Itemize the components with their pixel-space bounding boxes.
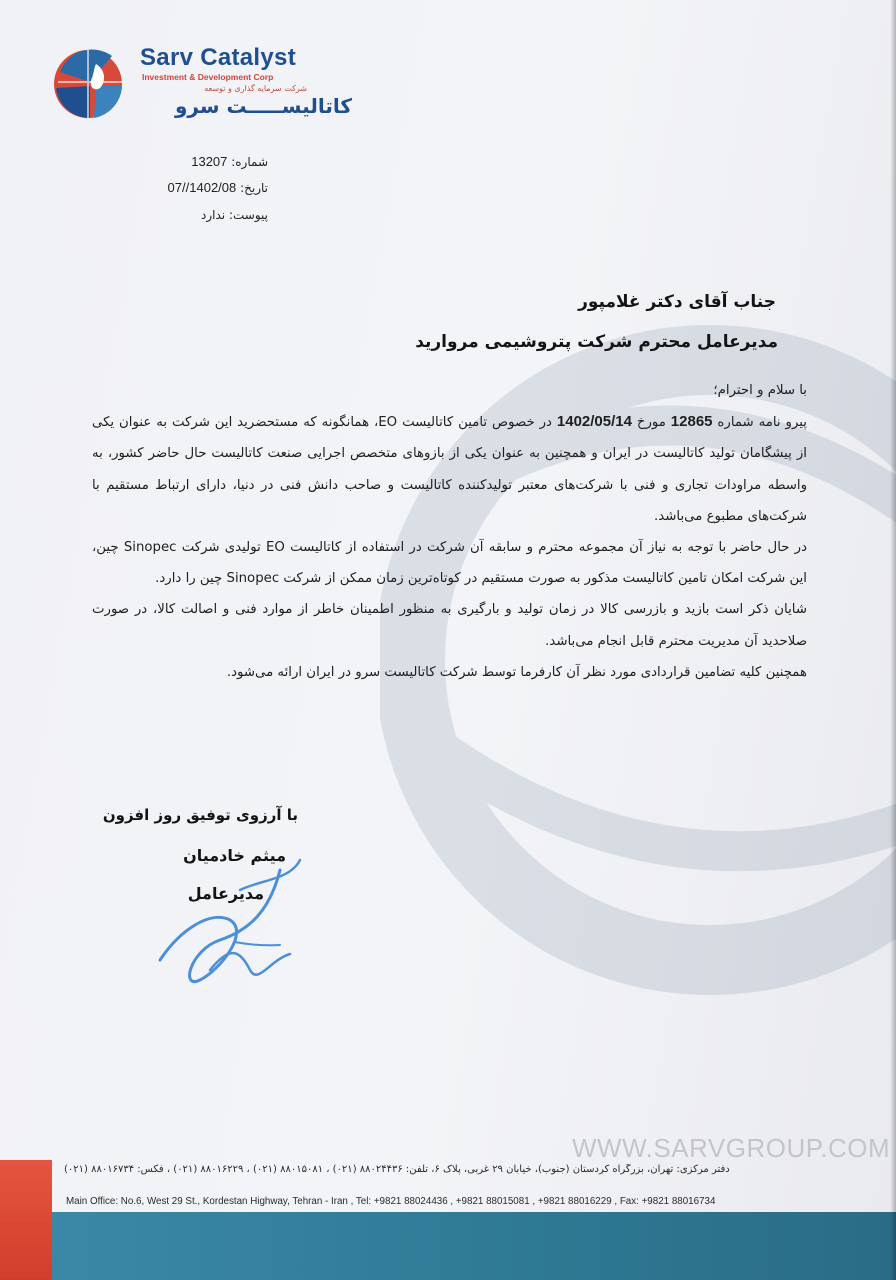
closing-wish: با آرزوی توفیق روز افزون bbox=[102, 806, 298, 824]
paragraph-4: همچنین کلیه تضامین قراردادی مورد نظر آن کارفرما توسط شرکت کاتالیست سرو در ایران ارائه می‌شود. bbox=[226, 664, 807, 680]
footer-teal-bar bbox=[52, 1212, 896, 1280]
addressee-title: مدیرعامل محترم شرکت پتروشیمی مروارید bbox=[415, 332, 778, 352]
letter-attachment-label: پیوست: bbox=[228, 208, 268, 222]
paragraph-1 bbox=[92, 406, 807, 532]
letter-number-label: شماره: bbox=[231, 155, 268, 169]
greeting: با سلام و احترام؛ bbox=[713, 383, 807, 398]
website-url: WWW.SARVGROUP.COM bbox=[572, 1133, 891, 1163]
letter-date-label: تاریخ: bbox=[240, 181, 268, 195]
company-logo bbox=[50, 42, 352, 122]
paragraph-2: در حال حاضر با توجه به نیاز آن مجموعه محترم و سابقه آن شرکت در استفاده از کاتالیست EO تولیدی شرکت Sinopec چین، این شرکت امکان تامین کاتالیست مذکور به صورت مستقیم در کوتاه‌ترین زمان ممکن از شرکت Sinopec چین را دارد. bbox=[92, 540, 808, 587]
letter-body bbox=[92, 375, 807, 688]
sarv-globe-logo-icon bbox=[50, 42, 130, 122]
addressee-name: جناب آقای دکتر غلامپور bbox=[578, 292, 776, 312]
paragraph-1-text-a: پیرو نامه شماره bbox=[712, 415, 807, 431]
signatory-title: مدیرعامل bbox=[187, 884, 264, 903]
reference-letter-number: 12865 bbox=[670, 413, 713, 431]
page-edge-shadow bbox=[890, 0, 896, 1280]
footer-red-bar bbox=[0, 1160, 52, 1280]
company-subtitle-fa: شرکت سرمایه گذاری و توسعه bbox=[204, 84, 307, 93]
letter-attachment-value: ندارد bbox=[201, 208, 226, 222]
letter-attachment bbox=[201, 208, 268, 222]
handwritten-signature-icon bbox=[140, 850, 310, 1000]
company-name-fa: کاتالیســـــت سرو bbox=[174, 94, 352, 118]
letter-number bbox=[191, 154, 268, 169]
paragraph-1-text-c: در خصوص تامین کاتالیست EO، همانگونه که مستحضرید این شرکت به عنوان یکی از پیشگامان تولید کاتالیست در ایران و همچنین به عنوان یکی از بازوهای متخصص اجرایی صنعت کاتالیست حال حاضر کشور، به واسطه مراودات تجاری و فنی با شرکت‌های معتبر تولیدکننده کاتالیست و صاحب دانش فنی در دنیا، دارای ارتباط مستقیم با شرکت‌های مطبوع می‌باشد. bbox=[92, 415, 807, 524]
company-name-en: Sarv Catalyst bbox=[140, 44, 296, 71]
letter-date-value: 1402/08//07 bbox=[167, 180, 237, 195]
paragraph-3: شایان ذکر است بازید و بازرسی کالا در زمان تولید و بارگیری به منظور اطمینان خاطر از موارد فنی و اصالت کالا، در صورت صلاحدید آن مدیریت محترم قابل انجام می‌باشد. bbox=[92, 602, 807, 649]
reference-letter-date: 1402/05/14 bbox=[556, 413, 632, 431]
footer-address-fa: دفتر مرکزی: تهران، بزرگراه کردستان (جنوب)، خیابان ۲۹ غربی، پلاک ۶، تلفن: ۸۸۰۲۴۴۳۶ (۰۲۱) ، ۸۸۰۱۵۰۸۱ (۰۲۱) ، ۸۸۰۱۶۲۲۹ (۰۲۱) ، فکس: ۸۸۰۱۶۷۳۴ (۰۲۱) bbox=[64, 1164, 730, 1175]
company-subtitle-en: Investment & Development Corp bbox=[142, 72, 274, 82]
letter-date bbox=[168, 180, 268, 195]
footer-address-en: Main Office: No.6, West 29 St., Kordestan Highway, Tehran - Iran , Tel: +9821 88024436 , +9821 88015081 , +9821 88016229 , Fax: +9821 88016734 bbox=[66, 1196, 716, 1207]
signatory-name: میثم خادمیان bbox=[183, 846, 286, 865]
letter-number-value: 13207 bbox=[191, 154, 228, 169]
paragraph-1-text-b: مورخ bbox=[631, 415, 671, 431]
